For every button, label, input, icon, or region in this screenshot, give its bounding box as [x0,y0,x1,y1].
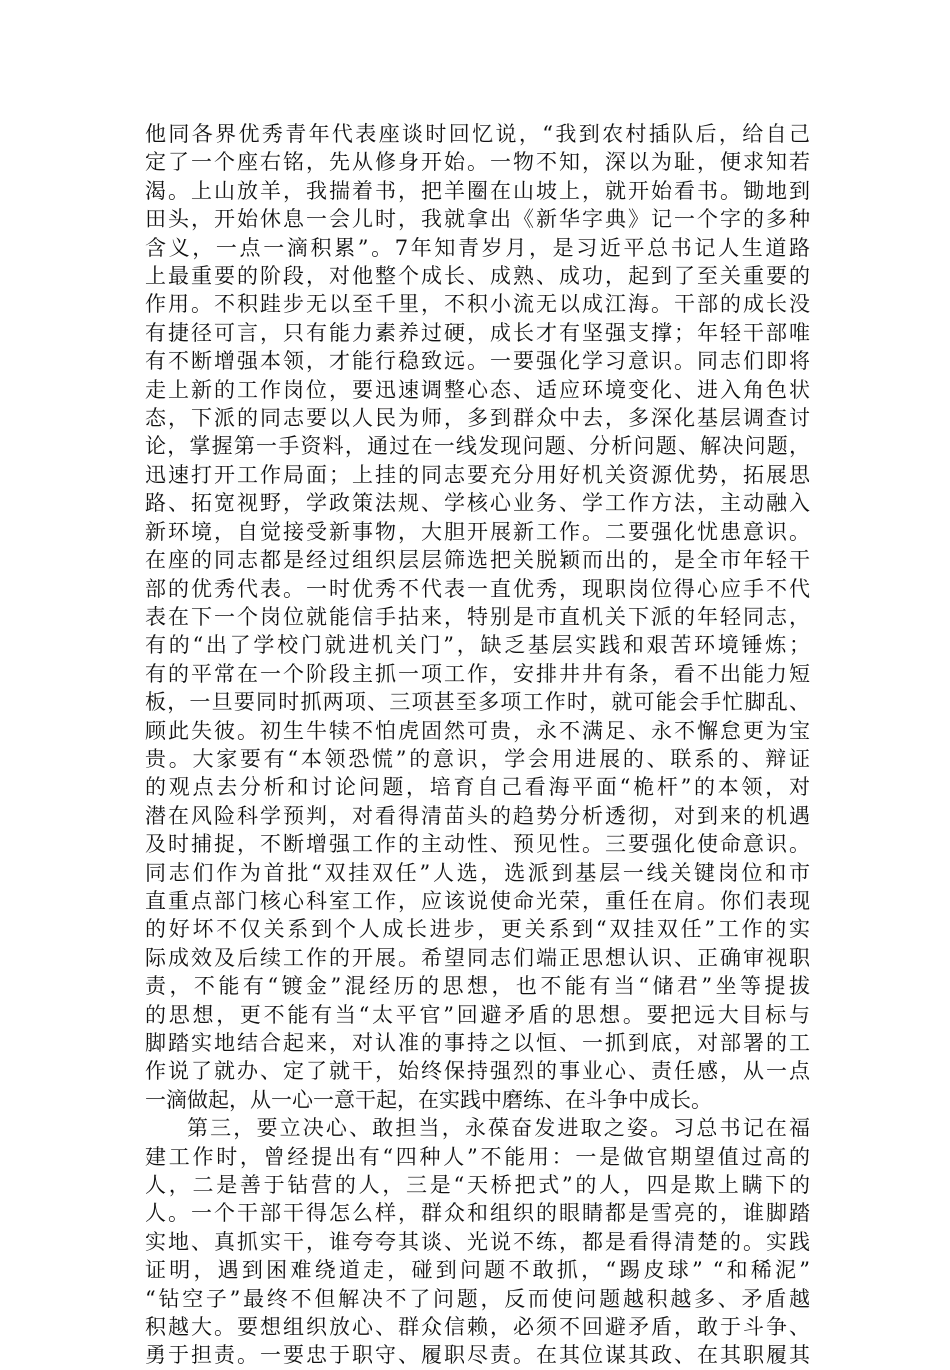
document-body [145,120,810,1370]
text-line: 作用。不积跬步无以至千里，不积小流无以成江海。干部的成长没 [145,292,810,317]
text-line: 路、拓宽视野，学政策法规、学核心业务、学工作方法，主动融入 [145,491,810,516]
text-line: 积越大。要想组织放心、群众信赖，必须不回避矛盾，敢于斗争、 [145,1315,810,1340]
text-line: 直重点部门核心科室工作，应该说使命光荣，重任在肩。你们表现 [145,888,810,913]
text-line: 上最重要的阶段，对他整个成长、成熟、成功，起到了至关重要的 [145,264,810,289]
text-line: 潜在风险科学预判，对看得清苗头的趋势分析透彻，对到来的机遇 [145,803,810,828]
text-line: 证明，遇到困难绕道走，碰到问题不敢抓，“踢皮球” “和稀泥” [145,1258,810,1283]
text-line: 定了一个座右铭，先从修身开始。一物不知，深以为耻，便求知若 [145,150,810,175]
text-line: 新环境，自觉接受新事物，大胆开展新工作。二要强化忧患意识。 [145,519,810,544]
text-line: 含义，一点一滴积累”。7年知青岁月，是习近平总书记人生道路 [145,235,810,260]
text-line: 他同各界优秀青年代表座谈时回忆说，“我到农村插队后，给自己 [145,122,810,146]
text-line: 有不断增强本领，才能行稳致远。一要强化学习意识。同志们即将 [145,349,810,374]
text-line: 同志们作为首批“双挂双任”人选，选派到基层一线关键岗位和市 [145,860,810,885]
text-line: 有的“出了学校门就进机关门”，缺乏基层实践和艰苦环境锤炼； [145,633,810,658]
text-line: 建工作时，曾经提出有“四种人”不能用：一是做官期望值过高的 [145,1144,810,1169]
text-line: 责，不能有“镀金”混经历的思想，也不能有当“储君”坐等提拔 [145,974,810,999]
text-line: 有的平常在一个阶段主抓一项工作，安排井井有条，看不出能力短 [145,661,810,686]
text-line: 顾此失彼。初生牛犊不怕虎固然可贵，永不满足、永不懈怠更为宝 [145,718,810,743]
text-line: 板，一旦要同时抓两项、三项甚至多项工作时，就可能会手忙脚乱、 [145,690,810,715]
text-line: 第三，要立决心、敢担当，永葆奋发进取之姿。习总书记在福 [187,1116,810,1141]
text-line: “钻空子”最终不但解决不了问题，反而使问题越积越多、矛盾越 [145,1286,810,1311]
paragraph-2 [145,1114,810,1370]
text-line: 实地、真抓实干，谁夸夸其谈、光说不练，都是看得清楚的。实践 [145,1229,810,1254]
text-line: 的思想，更不能有当“太平官”回避矛盾的思想。要把远大目标与 [145,1002,810,1027]
text-line: 脚踏实地结合起来，对认准的事持之以恒、一抓到底，对部署的工 [145,1031,810,1055]
text-line: 际成效及后续工作的开展。希望同志们端正思想认识、正确审视职 [145,945,810,970]
text-line: 在座的同志都是经过组织层层筛选把关脱颖而出的，是全市年轻干 [145,548,810,573]
text-line: 及时捕捉，不断增强工作的主动性、预见性。三要强化使命意识。 [145,832,810,857]
text-line: 走上新的工作岗位，要迅速调整心态、适应环境变化、进入角色状 [145,377,810,402]
text-line: 渴。上山放羊，我揣着书，把羊圈在山坡上，就开始看书。锄地到 [145,178,810,203]
text-line: 作说了就办、定了就干，始终保持强烈的事业心、责任感，从一点 [145,1059,810,1084]
text-line: 一滴做起，从一心一意干起，在实践中磨练、在斗争中成长。 [145,1087,712,1112]
text-line: 田头，开始休息一会儿时，我就拿出《新华字典》记一个字的多种 [145,207,810,232]
text-line: 人，二是善于钻营的人，三是“天桥把式”的人，四是欺上瞒下的 [145,1173,810,1198]
text-line: 部的优秀代表。一时优秀不代表一直优秀，现职岗位得心应手不代 [145,576,810,601]
text-line: 人。一个干部干得怎么样，群众和组织的眼睛都是雪亮的，谁脚踏 [145,1201,810,1226]
text-line: 的观点去分析和讨论问题，培育自己看海平面“桅杆”的本领，对 [145,775,810,800]
text-line: 迅速打开工作局面；上挂的同志要充分用好机关资源优势，拓展思 [145,462,810,487]
text-line: 表在下一个岗位就能信手拈来，特别是市直机关下派的年轻同志， [145,604,810,629]
text-line: 态，下派的同志要以人民为师，多到群众中去，多深化基层调查讨 [145,406,810,431]
text-line: 勇于担责。一要忠于职守、履职尽责。在其位谋其政、在其职履其 [145,1343,810,1368]
text-line: 论，掌握第一手资料，通过在一线发现问题、分析问题、解决问题， [145,434,810,459]
text-line: 有捷径可言，只有能力素养过硬，成长才有坚强支撑；年轻干部唯 [145,320,810,345]
text-line: 的好坏不仅关系到个人成长进步，更关系到“双挂双任”工作的实 [145,917,810,942]
text-line: 贵。大家要有“本领恐慌”的意识，学会用进展的、联系的、辩证 [145,746,810,771]
paragraph-1 [145,120,810,1114]
